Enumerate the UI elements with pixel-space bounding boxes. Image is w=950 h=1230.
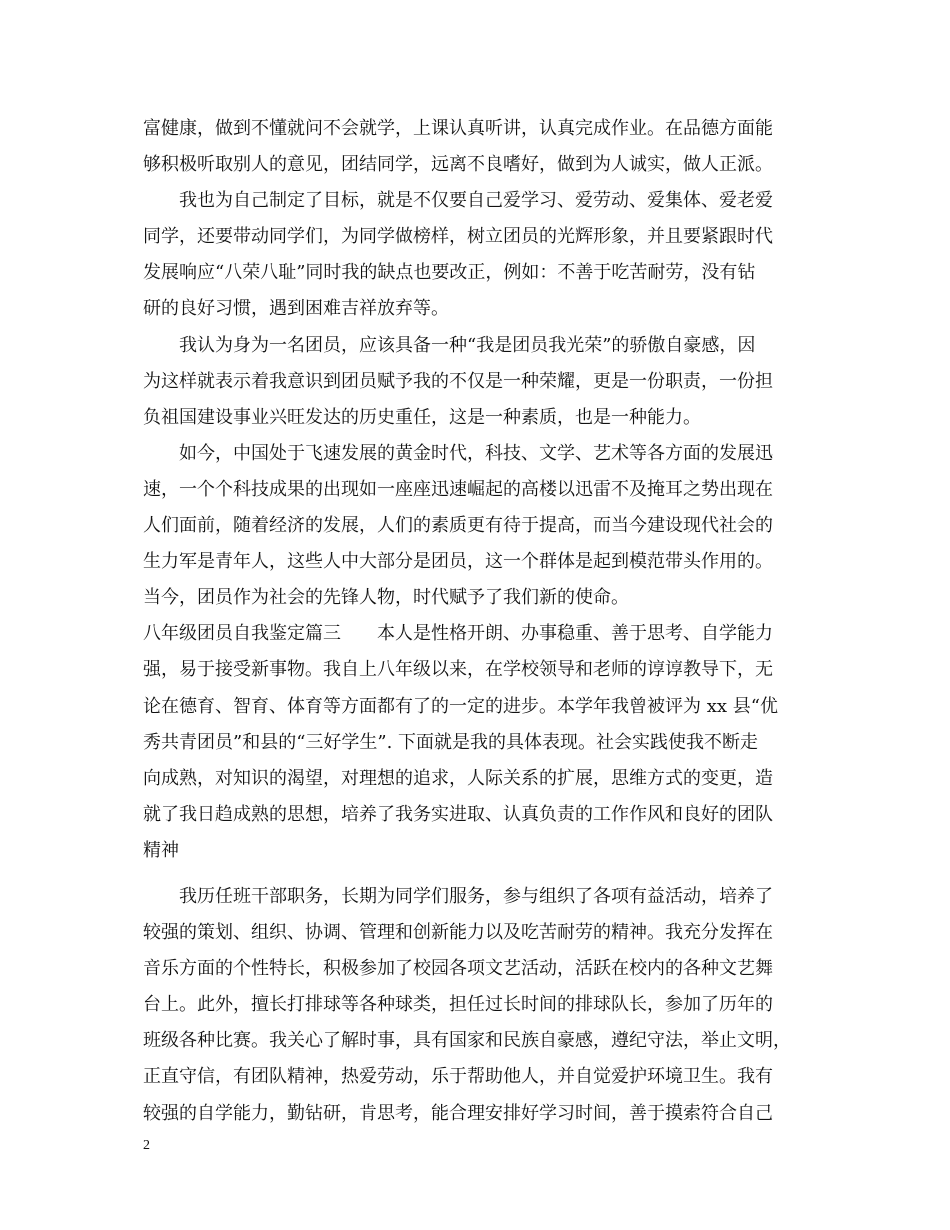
- text-line: 我认为身为一名团员，应该具备一种“我是团员我光荣”的骄傲自豪感，因: [179, 334, 756, 356]
- text-line: 富健康，做到不懂就问不会就学，上课认真听讲，认真完成作业。在品德方面能: [143, 118, 773, 139]
- text-line: 正直守信，有团队精神，热爱劳动，乐于帮助他人，并自觉爱护环境卫生。我有: [143, 1066, 773, 1088]
- text-line: 生力军是青年人，这些人中大部分是团员，这一个群体是起到模范带头作用的。: [143, 551, 773, 573]
- text-line: 精神: [143, 839, 179, 861]
- text-line: 较强的自学能力，勤钻研，肯思考，能合理安排好学习时间，善于摸索符合自己: [143, 1102, 773, 1124]
- text-line: 向成熟，对知识的渴望，对理想的追求，人际关系的扩展，思维方式的变更，造: [143, 767, 773, 789]
- text-line: 就了我日趋成熟的思想，培养了我务实进取、认真负责的工作作风和良好的团队: [143, 803, 773, 825]
- text-line: 当今，团员作为社会的先锋人物，时代赋予了我们新的使命。: [143, 587, 629, 609]
- paragraph-spacer: [143, 869, 815, 879]
- paragraph: [143, 879, 815, 1132]
- text-line: 如今，中国处于飞速发展的黄金时代，科技、文学、艺术等各方面的发展迅: [179, 442, 773, 464]
- text-line: 我也为自己制定了目标，就是不仅要自己爱学习、爱劳动、爱集体、爱老爱: [179, 190, 773, 212]
- text-line: 同学，还要带动同学们，为同学做榜样，树立团员的光辉形象，并且要紧跟时代: [143, 226, 773, 248]
- text-line: 较强的策划、组织、协调、管理和创新能力以及吃苦耐劳的精神。我充分发挥在: [143, 922, 773, 944]
- text-line: 班级各种比赛。我关心了解时事，具有国家和民族自豪感，遵纪守法，举止文明，: [143, 1030, 791, 1052]
- text-line: 八年级团员自我鉴定篇三 本人是性格开朗、办事稳重、善于思考、自学能力: [143, 623, 773, 645]
- paragraph: [143, 183, 815, 327]
- text-line: 发展响应“八荣八耻”同时我的缺点也要改正，例如：不善于吃苦耐劳，没有钻: [143, 262, 756, 284]
- paragraph: [143, 328, 815, 436]
- text-line: 速，一个个科技成果的出现如一座座迅速崛起的高楼以迅雷不及掩耳之势出现在: [143, 478, 773, 500]
- body-text: [143, 111, 815, 1132]
- text-line: 够积极听取别人的意见，团结同学，远离不良嗜好，做到为人诚实，做人正派。: [143, 154, 773, 176]
- paragraph: [143, 616, 815, 869]
- text-line: 为这样就表示着我意识到团员赋予我的不仅是一种荣耀，更是一份职责，一份担: [143, 370, 773, 392]
- text-line: 强，易于接受新事物。我自上八年级以来，在学校领导和老师的谆谆教导下，无: [143, 659, 773, 681]
- page-number: 2: [143, 1138, 150, 1153]
- text-line: 台上。此外，擅长打排球等各种球类，担任过长时间的排球队长，参加了历年的: [143, 994, 773, 1016]
- text-line: 秀共青团员”和县的“三好学生”. 下面就是我的具体表现。社会实践使我不断走: [143, 731, 759, 753]
- text-line: 研的良好习惯，遇到困难吉祥放弃等。: [143, 298, 449, 320]
- text-line: 我历任班干部职务，长期为同学们服务，参与组织了各项有益活动，培养了: [179, 885, 773, 907]
- text-line: 负祖国建设事业兴旺发达的历史重任，这是一种素质，也是一种能力。: [143, 406, 701, 428]
- text-line: 论在德育、智育、体育等方面都有了的一定的进步。本学年我曾被评为 xx 县“优: [143, 695, 778, 717]
- paragraph: [143, 111, 815, 183]
- paragraph: [143, 436, 815, 616]
- text-line: 人们面前，随着经济的发展，人们的素质更有待于提高，而当今建设现代社会的: [143, 515, 773, 537]
- text-line: 音乐方面的个性特长，积极参加了校园各项文艺活动，活跃在校内的各种文艺舞: [143, 958, 773, 980]
